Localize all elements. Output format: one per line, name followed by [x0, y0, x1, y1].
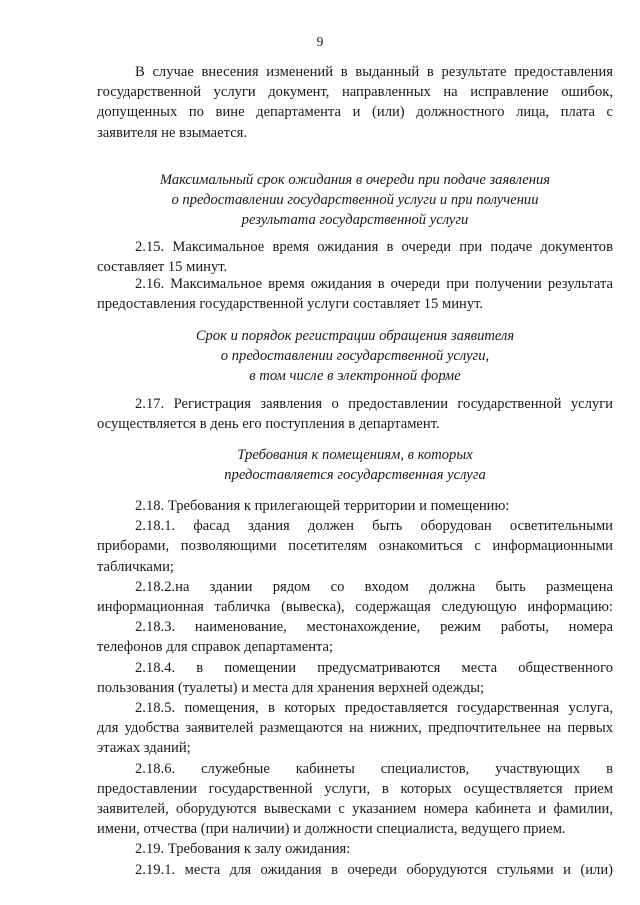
heading-line: в том числе в электронной форме: [249, 368, 461, 385]
text-line: 2.18. Требования к прилегающей территории и помещению:: [135, 498, 510, 514]
text-line: 2.17. Регистрация заявления о предоставлении государственной услуги: [135, 396, 613, 412]
text-line: предоставлении государственной услуги, в которых осуществляется прием: [97, 780, 613, 797]
text-line: этажах зданий;: [97, 740, 191, 757]
text-line: информационная табличка (вывеска), содержащая следующую информацию:: [97, 599, 613, 616]
text-line: 2.18.5. помещения, в которых предоставляется государственная услуга,: [135, 700, 613, 717]
text-line: приборами, позволяющими посетителям ознакомиться с информационными: [97, 538, 613, 555]
heading-line: о предоставлении государственной услуги и при получении: [171, 192, 539, 209]
paragraph-fee: [97, 62, 613, 143]
text-line: 2.18.2.на здании рядом со входом должна быть размещена: [135, 578, 613, 595]
paragraph-2-18: [97, 496, 613, 880]
text-line: имени, отчества (при наличии) и должности специалиста, ведущего прием.: [97, 821, 566, 838]
heading-max-wait: [97, 170, 613, 231]
text-line: пользования (туалеты) и места для хранения верхней одежды;: [97, 679, 485, 696]
heading-premises: [97, 445, 613, 485]
heading-line: Максимальный срок ожидания в очереди при подаче заявления: [159, 172, 551, 188]
text-line: составляет 15 минут.: [97, 259, 228, 276]
paragraph-2-16: [97, 274, 613, 314]
text-line: 2.18.6. служебные кабинеты специалистов, участвующих в: [135, 760, 613, 777]
heading-registration: [97, 326, 613, 387]
paragraph-2-15: [97, 237, 613, 277]
text-line: 2.15. Максимальное время ожидания в очереди при подаче документов: [135, 239, 613, 255]
text-line: табличками;: [97, 558, 174, 575]
text-line: В случае внесения изменений в выданный в результате предоставления: [135, 64, 613, 80]
heading-line: о предоставлении государственной услуги,: [220, 348, 490, 365]
text-line: заявителей, оборудуются вывесками с указанием номера кабинета и фамилии,: [97, 801, 613, 818]
text-line: заявителя не взымается.: [97, 124, 248, 141]
text-line: государственной услуги документ, направленных на исправление ошибок,: [97, 84, 613, 101]
text-line: 2.18.1. фасад здания должен быть оборудован осветительными: [135, 518, 613, 535]
heading-line: предоставляется государственная услуга: [224, 467, 486, 484]
text-line: 2.19.1. места для ожидания в очереди оборудуются стульями и (или): [135, 861, 613, 878]
heading-line: Срок и порядок регистрации обращения заявителя: [195, 328, 515, 344]
heading-line: результата государственной услуги: [241, 212, 469, 229]
paragraph-2-17: [97, 394, 613, 434]
text-line: осуществляется в день его поступления в департамент.: [97, 416, 440, 433]
text-line: телефонов для справок департамента;: [97, 639, 334, 656]
text-line: 2.16. Максимальное время ожидания в очереди при получении результата: [135, 276, 613, 292]
text-line: 2.18.4. в помещении предусматриваются места общественного: [135, 659, 613, 676]
text-line: 2.19. Требования к залу ожидания:: [135, 841, 351, 858]
page-number: 9: [316, 34, 324, 49]
text-line: допущенных по вине департамента и (или) должностного лица, плата с: [97, 104, 613, 121]
text-line: предоставления государственной услуги составляет 15 минут.: [97, 296, 484, 313]
text-line: для удобства заявителей размещаются на нижних, предпочтительнее на первых: [97, 720, 613, 737]
heading-line: Требования к помещениям, в которых: [237, 447, 473, 463]
text-line: 2.18.3. наименование, местонахождение, режим работы, номера: [135, 619, 613, 636]
